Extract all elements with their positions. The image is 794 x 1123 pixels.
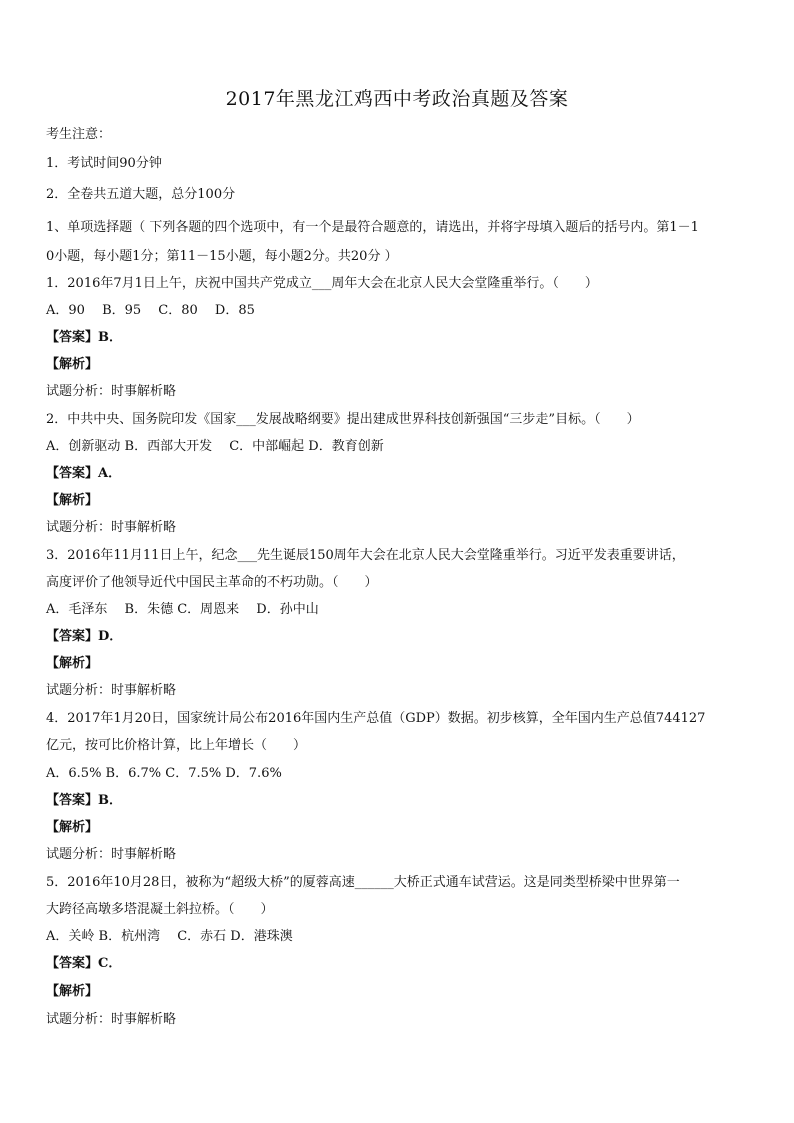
analysis-text: 试题分析：时事解析略	[46, 683, 177, 698]
question-stem: 亿元，按可比价格计算，比上年增长（ ）	[46, 738, 307, 753]
analysis-label: 【解析】	[46, 656, 99, 671]
analysis-text: 试题分析：时事解析略	[46, 1012, 177, 1027]
question-stem: 高度评价了他领导近代中国民主革命的不朽功勋。（ ）	[46, 575, 378, 590]
answer-line: 【答案】D．	[46, 629, 123, 644]
answer-line: 【答案】A．	[46, 466, 122, 481]
notice-item: 2．全卷共五道大题，总分100分	[46, 187, 236, 202]
question-stem: 4．2017年1月20日，国家统计局公布2016年国内生产总值（GDP）数据。初步核算，全年国内生产总值744127	[46, 711, 706, 726]
answer-line: 【答案】B．	[46, 330, 122, 345]
section-intro-line: 0小题，每小题1分；第11－15小题，每小题2分。共20分 ）	[46, 249, 398, 264]
question-options: A．90 B．95 C．80 D．85	[46, 303, 255, 318]
analysis-text: 试题分析：时事解析略	[46, 847, 177, 862]
question-options: A．创新驱动 B．西部大开发 C．中部崛起 D．教育创新	[46, 439, 384, 454]
analysis-label: 【解析】	[46, 820, 99, 835]
question-options: A．6.5% B．6.7% C．7.5% D．7.6%	[46, 766, 282, 781]
question-options: A．关岭 B．杭州湾 C．赤石 D．港珠澳	[46, 929, 293, 944]
page-title: 2017年黑龙江鸡西中考政治真题及答案	[225, 88, 569, 110]
question-stem: 5．2016年10月28日，被称为“超级大桥”的厦蓉高速______大桥正式通车试营运。这是同类型桥梁中世界第一	[46, 875, 680, 890]
question-stem: 3．2016年11月11日上午，纪念___先生诞辰150周年大会在北京人民大会堂隆重举行。习近平发表重要讲话，	[46, 548, 685, 563]
analysis-label: 【解析】	[46, 493, 99, 508]
answer-line: 【答案】B．	[46, 793, 122, 808]
analysis-label: 【解析】	[46, 984, 99, 999]
answer-line: 【答案】C．	[46, 956, 122, 971]
question-stem: 大跨径高墩多塔混凝土斜拉桥。（ ）	[46, 902, 274, 917]
question-options: A．毛泽东 B．朱德 C．周恩来 D．孙中山	[46, 602, 319, 617]
analysis-label: 【解析】	[46, 357, 99, 372]
analysis-text: 试题分析：时事解析略	[46, 384, 177, 399]
analysis-text: 试题分析：时事解析略	[46, 520, 177, 535]
question-stem: 2．中共中央、国务院印发《国家___发展战略纲要》提出建成世界科技创新强国“三步走”目标。（ ）	[46, 412, 640, 427]
notice-item: 1．考试时间90分钟	[46, 156, 162, 171]
section-intro-line: 1、单项选择题（ 下列各题的四个选项中，有一个是最符合题意的，请选出，并将字母填入题后的括号内。第1－1	[46, 220, 699, 235]
question-stem: 1．2016年7月1日上午，庆祝中国共产党成立___周年大会在北京人民大会堂隆重举行。（ ）	[46, 276, 598, 291]
notice-heading: 考生注意：	[46, 127, 112, 142]
